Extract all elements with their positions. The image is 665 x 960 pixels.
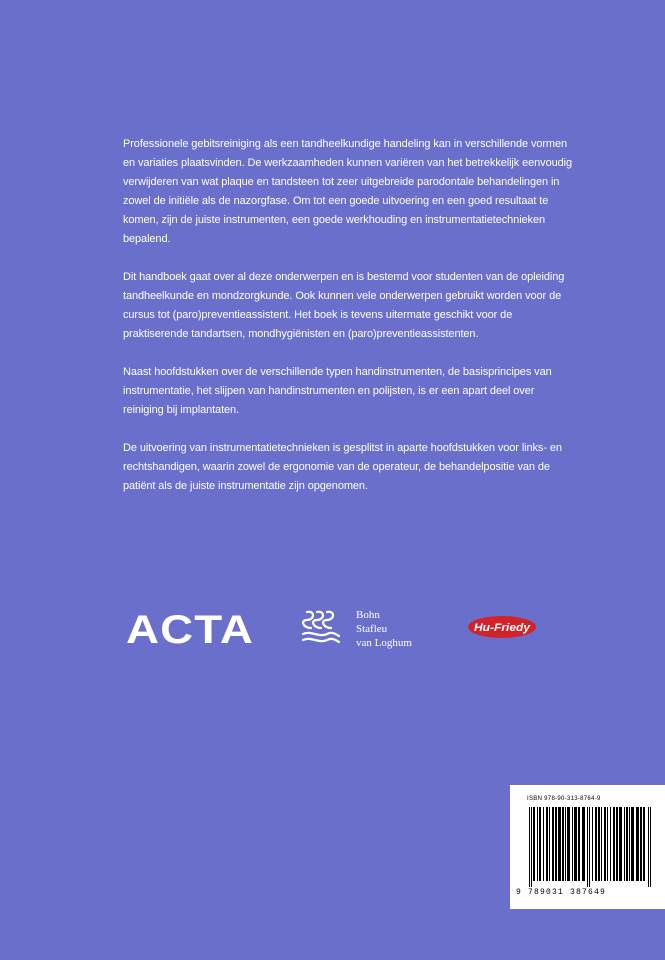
publisher-name [356,608,412,650]
blurb-paragraph-1: Professionele gebitsreiniging als een tandheelkundige handeling kan in verschillende vormen en variaties plaatsvinden. De werkzaamheden kunnen variëren van het betrekkelijk eenvoudig verwijderen van wat plaque en tandsteen tot zeer uitgebreide parodontale behandelingen in zowel de initiële als de nazorgfase. Om tot een goede uitvoering en een goed resultaat te komen, zijn de juiste instrumenten, een goede werkhouding en instrumentatietechnieken bepalend. [123,138,572,245]
barcode-bar [574,807,577,881]
barcode-bar [607,807,608,881]
isbn-label: ISBN 978-90-313-8764-9 [527,796,601,802]
hufriedy-logo-text: Hu-Friedy [474,622,531,634]
barcode-bar [562,807,564,881]
publisher-line-3: van Loghum [356,637,412,649]
barcode-bar [572,807,573,881]
barcode-guard-bar [531,807,532,887]
acta-logo-text: ACTA [126,610,254,646]
barcode-bar [558,807,561,881]
barcode-bar [604,807,606,881]
barcode-guard-bar [648,807,649,887]
barcode-guard-bar [587,807,588,887]
barcode-bar [565,807,566,881]
barcode-bar [533,807,535,881]
barcode-guard-bar [650,807,651,887]
barcode-bar [610,807,611,881]
barcode-bar [582,807,585,881]
barcode-bar [616,807,618,881]
barcode-bar [537,807,538,881]
barcode-bar [546,807,548,881]
barcode-bar [543,807,544,881]
blurb-paragraph-3: Naast hoofdstukken over de verschillende typen handinstrumenten, de basisprincipes van instrumentatie, het slijpen van handinstrumenten en polijsten, is er een apart deel over reiniging bij implantaten. [123,366,552,416]
barcode-guard-bar [589,807,590,887]
barcode-bar [555,807,557,881]
barcode-bar [631,807,634,881]
barcode-bar [613,807,615,881]
barcode-bar [592,807,593,881]
barcode-bar [624,807,625,881]
barcode-bar [552,807,554,881]
barcode [510,785,665,909]
publisher-line-1: Bohn [356,609,380,621]
barcode-bars [527,807,653,887]
barcode-guard-bar [529,807,530,887]
barcode-bar [629,807,630,881]
barcode-bar [636,807,639,881]
barcode-bar [619,807,622,881]
barcode-bar [549,807,550,881]
publisher-logos [0,600,665,660]
ean-digits: 9 789031 387649 [516,888,607,897]
barcode-bar [643,807,645,881]
barcode-bar [626,807,628,881]
bohn-stafleu-logo [301,604,431,654]
barcode-bar [640,807,642,881]
barcode-bar [601,807,602,881]
blurb-text [123,135,573,515]
barcode-bar [567,807,570,881]
blurb-paragraph-4: De uitvoering van instrumentatietechnieken is gesplitst in aparte hoofdstukken voor links- en rechtshandigen, waarin zowel de ergonomie van de operateur, de behandelpositie van de patiënt als de juiste instrumentatie zijn opgenomen. [123,442,562,492]
acta-logo [126,610,256,646]
barcode-bar [598,807,600,881]
blurb-paragraph-2: Dit handboek gaat over al deze onderwerpen en is bestemd voor studenten van de opleiding tandheelkunde en mondzorgkunde. Ook kunnen vele onderwerpen gebruikt worden voor de cursus tot (paro)preventieassistent. Het boek is tevens uitermate geschikt voor de praktiserende tandartsen, mondhygiënisten en (paro)preventieassistenten. [123,271,565,340]
barcode-bar [539,807,541,881]
bsl-emblem-icon [301,608,341,644]
publisher-line-2: Stafleu [356,623,388,635]
barcode-bar [578,807,580,881]
barcode-bar [595,807,597,881]
hufriedy-logo [468,616,536,638]
